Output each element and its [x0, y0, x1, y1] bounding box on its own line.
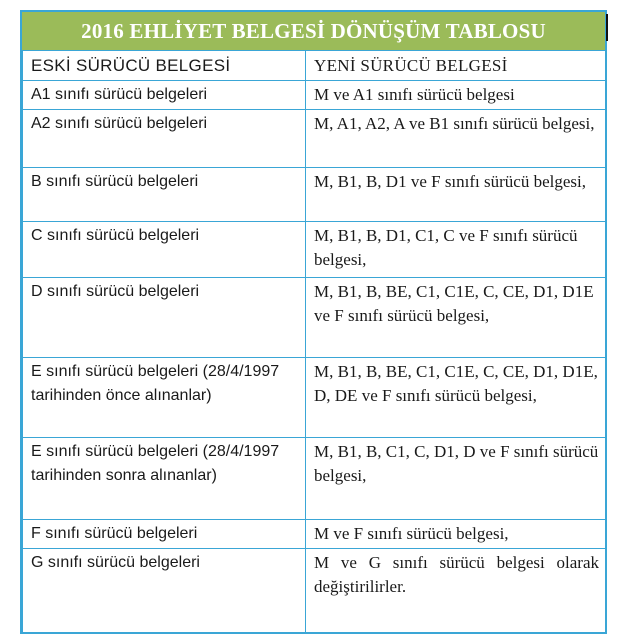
table-row [23, 358, 606, 438]
old-license-cell: A1 sınıfı sürücü belgeleri [23, 81, 306, 110]
new-license-cell: M, B1, B, C1, C, D1, D ve F sınıfı sürücü belgesi, [306, 438, 606, 520]
old-license-cell: G sınıfı sürücü belgeleri [23, 549, 306, 633]
old-license-cell: C sınıfı sürücü belgeleri [23, 222, 306, 278]
new-license-cell: M, B1, B, BE, C1, C1E, C, CE, D1, D1E ve F sınıfı sürücü belgesi, [306, 278, 606, 358]
table-row [23, 549, 606, 633]
table-title: 2016 EHLİYET BELGESİ DÖNÜŞÜM TABLOSU [22, 12, 605, 50]
table-row [23, 438, 606, 520]
text-cursor [606, 14, 608, 41]
old-license-cell: E sınıfı sürücü belgeleri (28/4/1997 tarihinden sonra alınanlar) [23, 438, 306, 520]
new-license-cell: M, A1, A2, A ve B1 sınıfı sürücü belgesi, [306, 110, 606, 168]
table-row [23, 81, 606, 110]
new-license-cell: M ve F sınıfı sürücü belgesi, [306, 520, 606, 549]
table-row [23, 222, 606, 278]
old-license-cell: D sınıfı sürücü belgeleri [23, 278, 306, 358]
conversion-table [22, 50, 606, 633]
conversion-table-frame [20, 10, 607, 634]
new-license-cell: M ve A1 sınıfı sürücü belgesi [306, 81, 606, 110]
table-row [23, 520, 606, 549]
new-license-cell: M, B1, B, D1 ve F sınıfı sürücü belgesi, [306, 168, 606, 222]
header-row [23, 51, 606, 81]
new-license-cell: M ve G sınıfı sürücü belgesi olarak değiştirilirler. [306, 549, 606, 633]
old-license-cell: F sınıfı sürücü belgeleri [23, 520, 306, 549]
header-old-license: ESKİ SÜRÜCÜ BELGESİ [23, 51, 306, 81]
old-license-cell: E sınıfı sürücü belgeleri (28/4/1997 tarihinden önce alınanlar) [23, 358, 306, 438]
new-license-cell: M, B1, B, BE, C1, C1E, C, CE, D1, D1E, D, DE ve F sınıfı sürücü belgesi, [306, 358, 606, 438]
table-row [23, 278, 606, 358]
header-new-license: YENİ SÜRÜCÜ BELGESİ [306, 51, 606, 81]
old-license-cell: B sınıfı sürücü belgeleri [23, 168, 306, 222]
new-license-cell: M, B1, B, D1, C1, C ve F sınıfı sürücü belgesi, [306, 222, 606, 278]
old-license-cell: A2 sınıfı sürücü belgeleri [23, 110, 306, 168]
table-row [23, 168, 606, 222]
table-row [23, 110, 606, 168]
